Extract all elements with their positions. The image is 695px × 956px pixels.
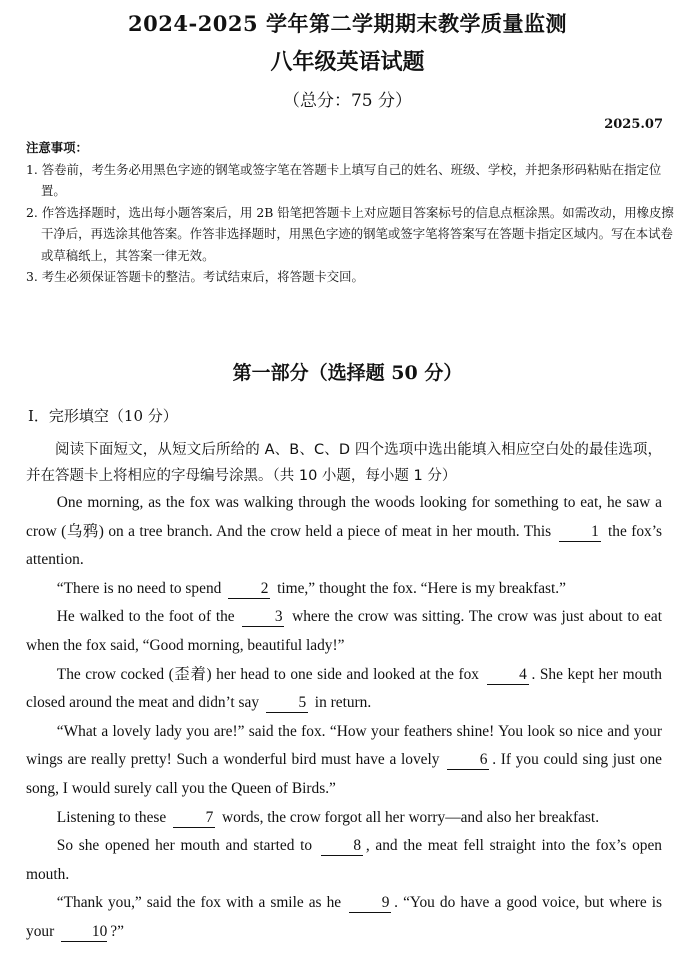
text: “There is no need to spend <box>56 579 222 597</box>
section-title: Ⅰ．完形填空（10 分） <box>28 407 178 425</box>
paragraph-4 <box>26 661 662 718</box>
text: , and the meat fell straight into the fox’s open mouth. <box>26 837 662 883</box>
text: words, the crow forgot all her worry—and also her breakfast. <box>221 808 600 826</box>
text: He walked to the foot of the <box>56 608 235 626</box>
text: in return. <box>314 694 372 712</box>
blank-8: 8 <box>321 837 363 856</box>
text: time,” thought the fox. “Here is my breakfast.” <box>277 579 566 597</box>
text: . If you could sing just one song, I would surely call you the Queen of Birds.” <box>26 751 662 797</box>
notes-section <box>26 137 676 288</box>
paragraph-5 <box>26 718 662 804</box>
total-score: （总分：75 分） <box>282 91 413 111</box>
paragraph-6 <box>26 804 662 833</box>
text: So she opened her mouth and started to <box>56 837 313 855</box>
notes-item-2: 2. 作答选择题时，选出每小题答案后，用 2B 铅笔把答题卡上对应题目答案标号的信息点框涂黑。如需改动，用橡皮擦干净后，再选涂其他答案。作答非选择题时，用黑色字迹的钢笔或签字笔将答案写在答题卡指定区域内。写在本试卷或草稿纸上，其答案一律无效。 <box>26 204 674 263</box>
blank-5: 5 <box>266 694 308 713</box>
blank-9: 9 <box>349 894 391 913</box>
text: where the crow was sitting. The crow was just about to eat when the fox said, “Good morning, beautiful lady!” <box>26 608 662 654</box>
paragraph-3 <box>26 603 662 660</box>
exam-date: 2025.07 <box>604 117 663 132</box>
text: the fox’s attention. <box>26 522 662 569</box>
text: ?” <box>110 922 124 940</box>
notes-heading: 注意事项： <box>26 140 88 155</box>
notes-item-1: 1. 答卷前，考生务必用黑色字迹的钢笔或签字笔在答题卡上填写自己的姓名、班级、学校，并把条形码粘贴在指定位置。 <box>26 161 662 198</box>
blank-2: 2 <box>228 580 270 599</box>
blank-4: 4 <box>487 666 529 685</box>
instructions: 阅读下面短文，从短文后所给的 A、B、C、D 四个选项中选出能填入相应空白处的最佳选项，并在答题卡上将相应的字母编号涂黑。（共 10 小题，每小题 1 分） <box>26 442 662 484</box>
part1-title: 第一部分（选择题 50 分） <box>232 362 463 384</box>
paragraph-1 <box>26 489 662 575</box>
text: Listening to these <box>56 808 167 826</box>
text: “What a lovely lady you are!” said the fox. “How your feathers shine! You look so nice and your wings are really pretty! Such a wonderful bird must have a lovely <box>26 722 662 769</box>
exam-title: 2024-2025 学年第二学期期末教学质量监测 <box>128 11 567 36</box>
blank-6: 6 <box>447 751 489 770</box>
blank-3: 3 <box>242 608 284 627</box>
paragraph-8 <box>26 889 662 946</box>
paragraph-2 <box>26 575 662 604</box>
exam-subtitle: 八年级英语试题 <box>270 49 425 75</box>
text: One morning, as the fox was walking through the woods looking for something to eat, he saw a crow (乌鸦) on a tree branch. And the crow held a piece of meat in her mouth. This <box>26 494 662 540</box>
passage <box>26 437 662 947</box>
paragraph-7 <box>26 832 662 889</box>
text: . She kept her mouth closed around the meat and didn’t say <box>26 665 662 712</box>
text: “Thank you,” said the fox with a smile as he <box>56 894 342 912</box>
notes-item-3: 3. 考生必须保证答题卡的整洁。考试结束后，将答题卡交回。 <box>26 269 364 284</box>
text: The crow cocked (歪着) her head to one side and looked at the fox <box>56 665 479 683</box>
blank-7: 7 <box>173 809 215 828</box>
blank-1: 1 <box>559 523 601 542</box>
text: . “You do have a good voice, but where is your <box>26 894 662 940</box>
blank-10: 10 <box>61 923 107 942</box>
